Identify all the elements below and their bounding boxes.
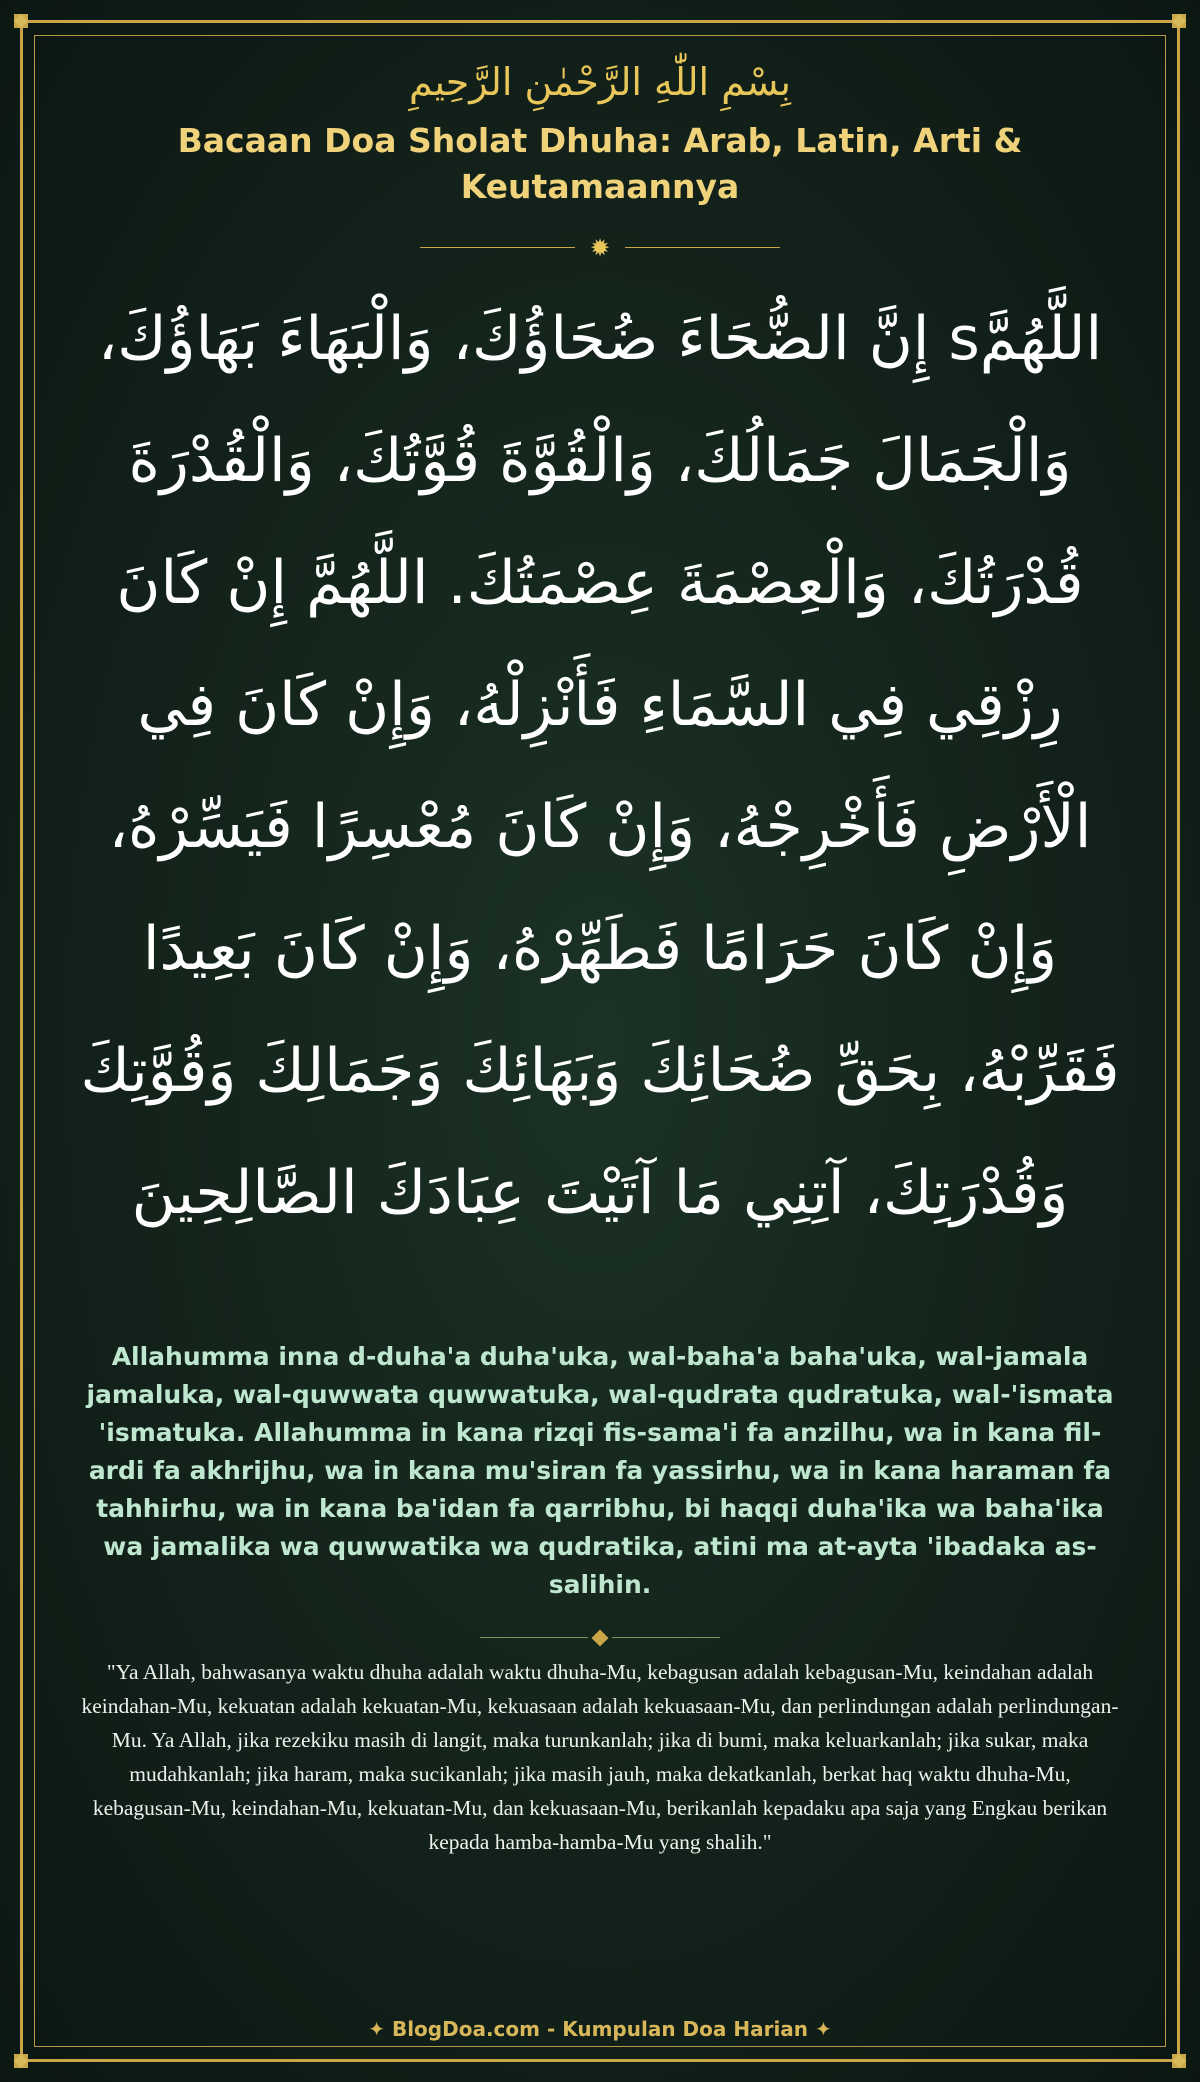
divider-line bbox=[420, 247, 575, 248]
page-title: Bacaan Doa Sholat Dhuha: Arab, Latin, Arti & Keutamaannya bbox=[177, 121, 1023, 206]
indonesian-translation: "Ya Allah, bahwasanya waktu dhuha adalah waktu dhuha-Mu, kebagusan adalah kebagusan-Mu, keindahan adalah keindahan-Mu, kekuatan adalah kekuatan-Mu, kekuasaan adalah kekuasaan-Mu, dan perlindungan adalah perlindungan-Mu. Ya Allah, jika rezekiku masih di langit, maka turunkanlah; jika di bumi, maka keluarkanlah; jika sukar, maka mudahkanlah; jika haram, maka sucikanlah; jika masih jauh, maka dekatkanlah, berkat haq waktu dhuha-Mu, kebagusan-Mu, keindahan-Mu, kekuatan-Mu, dan kekuasaan-Mu, berikanlah kepadaku apa saja yang Engkau berikan kepada hamba-hamba-Mu yang shalih." bbox=[81, 1660, 1119, 1854]
title-divider bbox=[420, 236, 780, 260]
arabic-prayer-text: اللَّهُمَّs إِنَّ الضُّحَاءَ ضُحَاؤُكَ، وَالْبَهَاءَ بَهَاؤُكَ، وَالْجَمَالَ جَمَالُكَ، وَالْقُوَّةَ قُوَّتُكَ، وَالْقُدْرَةَ قُدْرَتُكَ، وَالْعِصْمَةَ عِصْمَتُكَ. اللَّهُمَّ إِنْ كَانَ رِزْقِي فِي السَّمَاءِ فَأَنْزِلْهُ، وَإِنْ كَانَ فِي الْأَرْضِ فَأَخْرِجْهُ، وَإِنْ كَانَ مُعْسِرًا فَيَسِّرْهُ، وَإِنْ كَانَ حَرَامًا فَطَهِّرْهُ، وَإِنْ كَانَ بَعِيدًا فَقَرِّبْهُ، بِحَقِّ ضُحَائِكَ وَبَهَائِكَ وَجَمَالِكَ وَقُوَّتِكَ وَقُدْرَتِكَ، آتِنِي مَا آتَيْتَ عِبَادَكَ الصَّالِحِينَ bbox=[80, 304, 1120, 1228]
corner-ornament-icon bbox=[14, 14, 28, 28]
divider-line bbox=[612, 1637, 720, 1638]
corner-ornament-icon bbox=[14, 2054, 28, 2068]
divider-line bbox=[625, 247, 780, 248]
footer-credit: ✦ BlogDoa.com - Kumpulan Doa Harian ✦ bbox=[368, 2017, 832, 2041]
latin-transliteration: Allahumma inna d-duha'a duha'uka, wal-baha'a baha'uka, wal-jamala jamaluka, wal-quwwata quwwatuka, wal-qudrata qudratuka, wal-'ismata 'ismatuka. Allahumma in kana rizqi fis-sama'i fa anzilhu, wa in kana fil-ardi fa akhrijhu, wa in kana mu'siran fa yassirhu, wa in kana haraman fa tahhirhu, wa in kana ba'idan fa qarribhu, bi haqqi duha'ika wa baha'ika wa jamalika wa quwwatika wa qudratika, atini ma at-ayta 'ibadaka as-salihin. bbox=[86, 1342, 1114, 1599]
bismillah-heading: بِسْمِ اللّٰهِ الرَّحْمٰنِ الرَّحِيمِ bbox=[409, 60, 791, 104]
diamond-icon bbox=[592, 1630, 609, 1647]
corner-ornament-icon bbox=[1172, 14, 1186, 28]
section-divider bbox=[480, 1630, 720, 1646]
corner-ornament-icon bbox=[1172, 2054, 1186, 2068]
sun-star-icon: ✹ bbox=[589, 234, 611, 262]
divider-line bbox=[480, 1637, 588, 1638]
